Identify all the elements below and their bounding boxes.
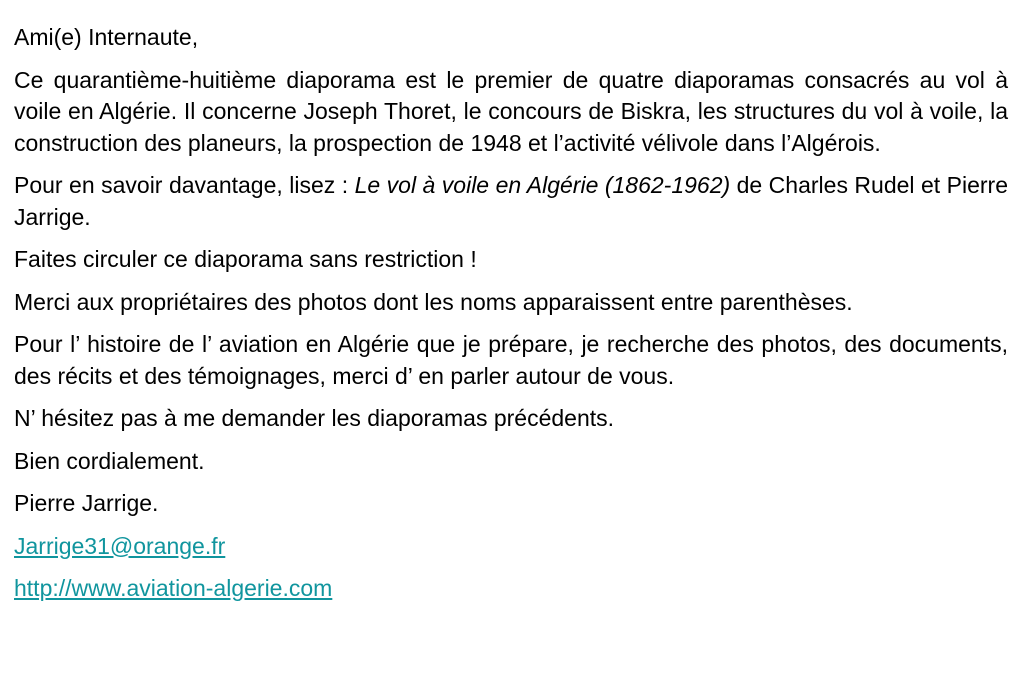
read-more-suffix: de Charles Rudel et Pierre Jarrige. <box>14 172 1008 230</box>
thanks-paragraph: Merci aux propriétaires des photos dont les noms apparaissent entre parenthèses. <box>14 288 853 315</box>
intro-paragraph: Ce quarantième-huitième diaporama est le premier de quatre diaporamas consacrés au vol à voile en Algérie. Il concerne Joseph Thoret, le concours de Biskra, les structures du vol à voile, la construction des planeurs, la prospection de 1948 et l’activité vélivole dans l’Algérois. <box>14 66 1008 156</box>
closing: Bien cordialement. <box>14 447 205 474</box>
request-paragraph: Pour l’ histoire de l’ aviation en Algérie que je prépare, je recherche des photos, des documents, des récits et des témoignages, merci d’ en parler autour de vous. <box>14 331 1008 389</box>
email-link[interactable]: Jarrige31@orange.fr <box>14 532 226 559</box>
read-more-paragraph <box>14 170 1008 233</box>
website-link[interactable]: http://www.aviation-algerie.com <box>14 575 333 601</box>
letter-body <box>14 22 1008 616</box>
share-paragraph: Faites circuler ce diaporama sans restriction ! <box>14 246 477 272</box>
book-title: Le vol à voile en Algérie (1862-1962) <box>354 172 731 198</box>
email-paragraph <box>14 531 1008 563</box>
website-paragraph <box>14 573 1008 605</box>
greeting: Ami(e) Internaute, <box>14 24 199 50</box>
ask-paragraph: N’ hésitez pas à me demander les diaporamas précédents. <box>14 405 615 431</box>
read-more-prefix: Pour en savoir davantage, lisez : <box>14 172 355 198</box>
signature: Pierre Jarrige. <box>14 490 159 516</box>
